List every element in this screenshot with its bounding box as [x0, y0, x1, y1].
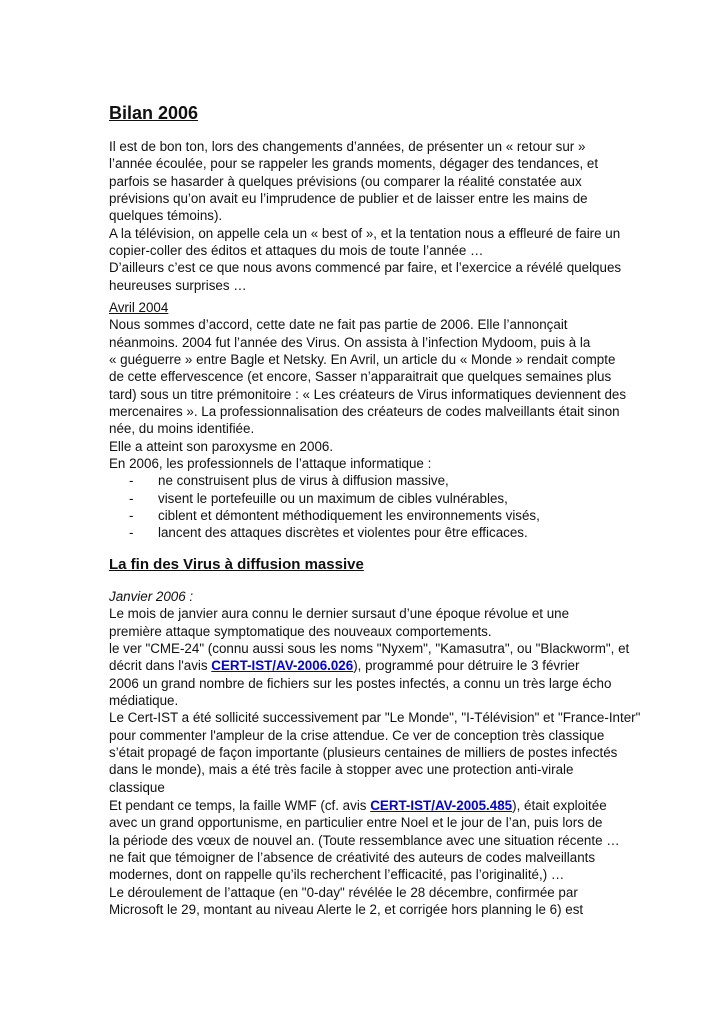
text-line: s’était propagé de façon importante (plusieurs centaines de milliers de postes infectés [109, 745, 618, 761]
bullet-text: visent le portefeuille ou un maximum de cibles vulnérables, [158, 490, 508, 506]
text-line [109, 657, 629, 674]
text-line [109, 797, 629, 814]
text: Et pendant ce temps, la faille WMF (cf. avis [109, 798, 371, 813]
text-line: Il est de bon ton, lors des changements d’années, de présenter un « retour sur » [109, 139, 586, 154]
avril-2004-section [109, 299, 629, 542]
text-line: Nous sommes d’accord, cette date ne fait pas partie de 2006. Elle l’annonçait [109, 317, 568, 333]
text-line: dans le monde), mais a été très facile à stopper avec une protection anti-virale [109, 762, 574, 778]
text-line: copier-coller des éditos et attaques du mois de toute l’année … [109, 243, 484, 259]
text-line: Le Cert-IST a été sollicité successivement par "Le Monde", "I-Télévision" et "France-Inter" [109, 710, 641, 726]
section-heading: La fin des Virus à diffusion massive [109, 556, 364, 573]
page-title: Bilan 2006 [109, 103, 199, 123]
bullet-item [109, 472, 629, 489]
bullet-text: ne construisent plus de virus à diffusion massive, [158, 473, 449, 489]
text-line: néanmoins. 2004 fut l’année des Virus. On assista à l’infection Mydoom, puis à la [109, 334, 591, 350]
intro-paragraph [109, 138, 629, 294]
text-line: mercenaires ». La professionnalisation des créateurs de codes malveillants était sinon [109, 404, 620, 420]
text-line: avec un grand opportunisme, en particulier entre Noel et le jour de l’an, puis lors de [109, 815, 603, 831]
bullet-item [109, 507, 629, 524]
bullet-item [109, 490, 629, 507]
text-line: classique [109, 779, 165, 795]
bullet-dash: - [129, 490, 134, 506]
bullet-text: ciblent et démontent méthodiquement les environnements visés, [158, 508, 540, 524]
text-line: En 2006, les professionnels de l’attaque informatique : [109, 456, 432, 472]
text-line: heureuses surprises … [109, 277, 247, 293]
text-line: la période des vœux de nouvel an. (Toute ressemblance avec une situation récente … [109, 832, 620, 848]
text-line: Le déroulement de l’attaque (en "0-day" révélée le 28 décembre, confirmée par [109, 884, 578, 900]
bullet-text: lancent des attaques discrètes et violentes pour être efficaces. [158, 525, 528, 541]
text-line: 2006 un grand nombre de fichiers sur les postes infectés, a connu un très large écho [109, 675, 612, 691]
text-line: Elle a atteint son paroxysme en 2006. [109, 438, 334, 454]
wmf-paragraph [109, 797, 629, 918]
bullet-item [109, 524, 629, 541]
date-label: Janvier 2006 : [109, 589, 194, 604]
text-line: médiatique. [109, 693, 179, 709]
cert-ist-av-2006-026-link[interactable]: CERT-IST/AV-2006.026 [211, 658, 354, 674]
text-line: l’année écoulée, pour se rappeler les grands moments, dégager des tendances, et [109, 156, 599, 172]
text-line: parfois se hasarder à quelques prévisions (ou comparer la réalité constatée aux [109, 173, 582, 189]
subheading-avril-2004: Avril 2004 [109, 300, 169, 315]
text-line: « guéguerre » entre Bagle et Netsky. En Avril, un article du « Monde » rendait compte [109, 352, 616, 368]
text: décrit dans l'avis [109, 658, 212, 674]
text-line: née, du moins identifiée. [109, 421, 255, 437]
text-line: modernes, dont on rappelle qu’ils recherchent l’efficacité, pas l’originalité,) … [109, 867, 565, 883]
text-line: quelques témoins). [109, 208, 223, 224]
bullet-dash: - [129, 473, 134, 489]
text-line: de cette effervescence (et encore, Sasser n’apparaitrait que quelques semaines plus [109, 369, 612, 385]
text-line: pour commenter l'ampleur de la crise attendue. Ce ver de conception très classique [109, 727, 605, 743]
bullet-dash: - [129, 525, 134, 541]
text: ), programmé pour détruire le 3 février [353, 658, 580, 674]
text-line: prévisions qu’on avait eu l’imprudence de publier et de laisser entre les mains de [109, 191, 588, 207]
text-line: première attaque symptomatique des nouveaux comportements. [109, 623, 492, 639]
text-line: ne fait que témoigner de l’absence de créativité des auteurs de codes malveillants [109, 850, 596, 866]
cert-ist-av-2005-485-link[interactable]: CERT-IST/AV-2005.485 [370, 798, 513, 813]
text-line: tard) sous un titre prémonitoire : « Les créateurs de Virus informatiques deviennent des [109, 386, 627, 402]
text-line: Microsoft le 29, montant au niveau Alerte le 2, et corrigée hors planning le 6) est [109, 902, 584, 918]
bullet-dash: - [129, 508, 134, 524]
text-line: le ver "CME-24" (connu aussi sous les noms "Nyxem", "Kamasutra", ou "Blackworm", et [109, 641, 630, 657]
janvier-2006-section [109, 588, 641, 796]
text-line: Le mois de janvier aura connu le dernier sursaut d’une époque révolue et une [109, 606, 570, 622]
text-line: A la télévision, on appelle cela un « best of », et la tentation nous a effleuré de faire un [109, 225, 621, 241]
text-line: D’ailleurs c’est ce que nous avons commencé par faire, et l’exercice a révélé quelques [109, 260, 622, 276]
text: ), était exploitée [512, 798, 607, 813]
